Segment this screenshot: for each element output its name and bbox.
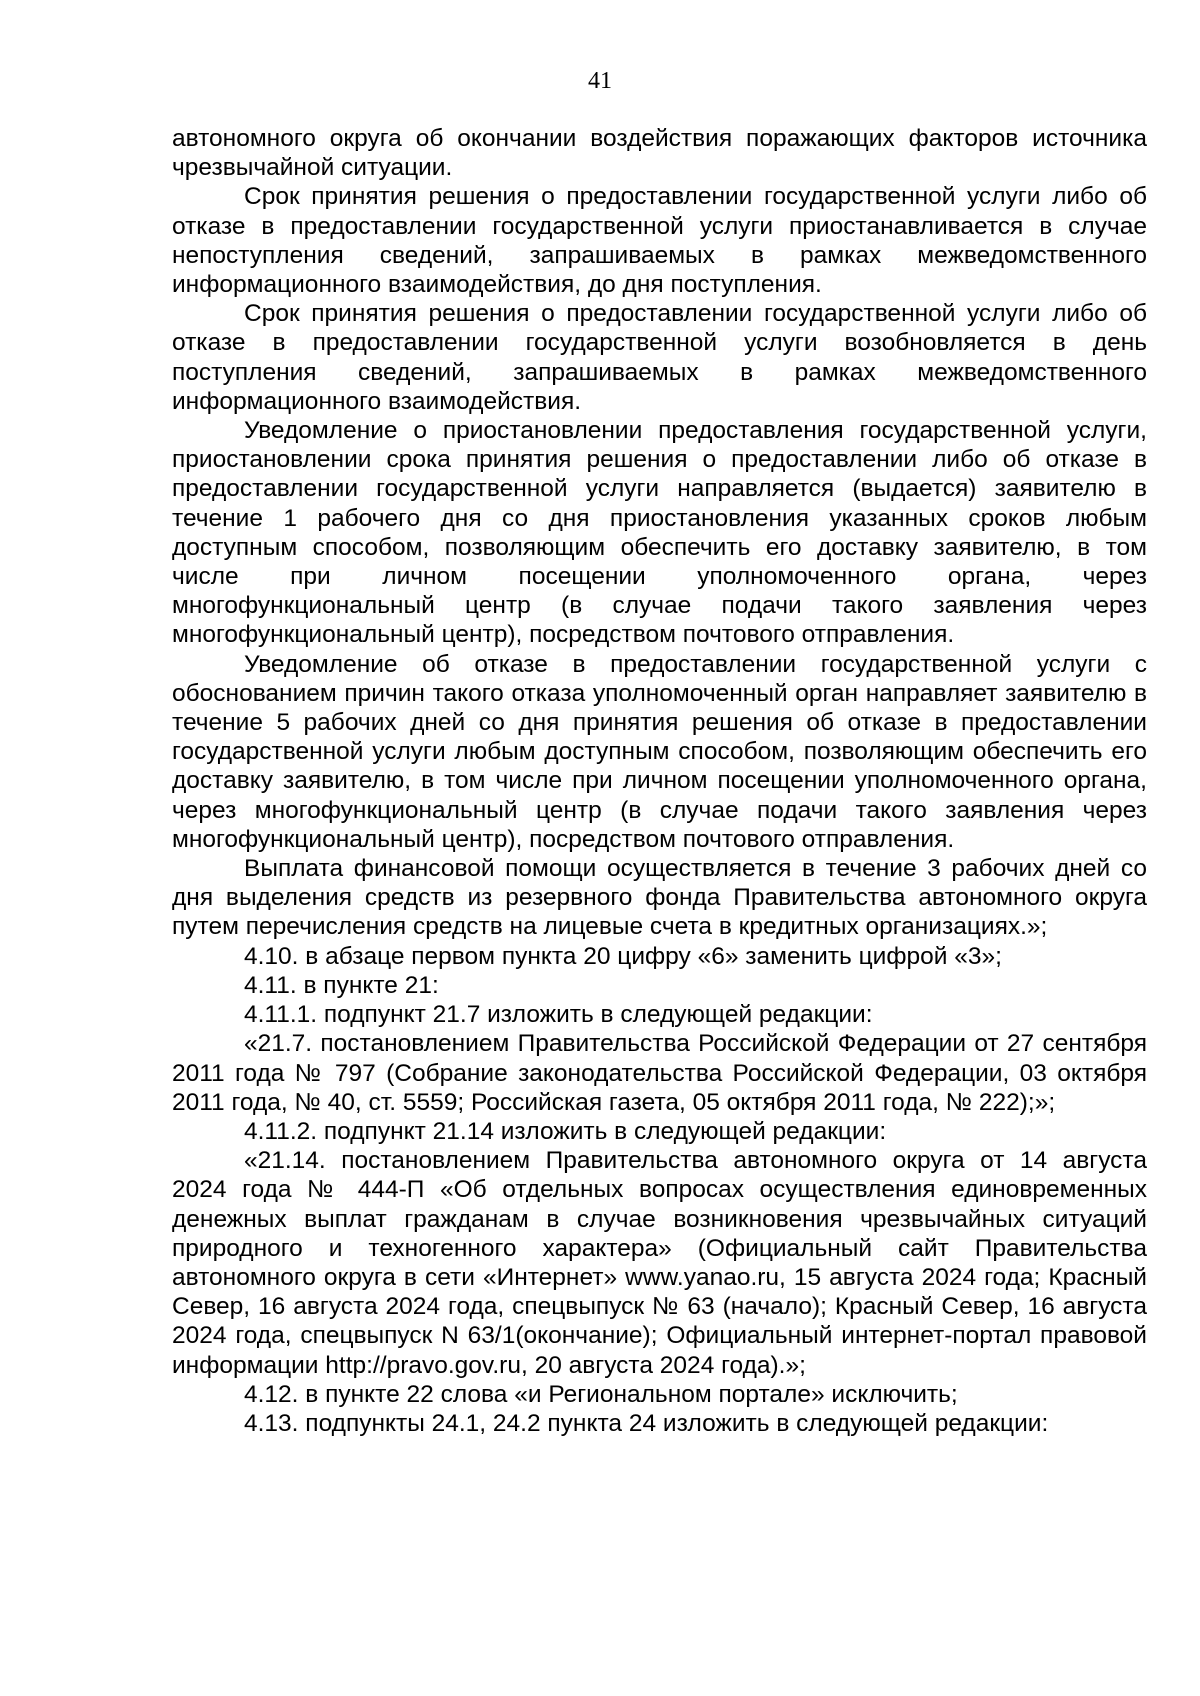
- paragraph-item-4-11-2: 4.11.2. подпункт 21.14 изложить в следующей редакции:: [244, 1117, 887, 1145]
- paragraph-refusal-notice: Уведомление об отказе в предоставлении государственной услуги с обоснованием причин такого отказа уполномоченный орган направляет заявителю в течение 5 рабочих дней со дня принятия решения об отказе в предоставлении государственной услуги любым доступным способом, позволяющим обеспечить его доставку заявителю, в том числе при личном посещении уполномоченного органа, через многофункциональный центр (в случае подачи такого заявления через многофункциональный центр), посредством почтового отправления.: [172, 650, 1147, 853]
- paragraph-suspension-notice: Уведомление о приостановлении предоставления государственной услуги, приостановлении срока принятия решения о предоставлении либо об отказе в предоставлении государственной услуги направляется (выдается) заявителю в течение 1 рабочего дня со дня приостановления указанных сроков любым доступным способом, позволяющим обеспечить его доставку заявителю, в том числе при личном посещении уполномоченного органа, через многофункциональный центр (в случае подачи такого заявления через многофункциональный центр), посредством почтового отправления.: [172, 417, 1147, 649]
- paragraph-continuation: автономного округа об окончании воздействия поражающих факторов источника чрезвычайной ситуации.: [172, 125, 1147, 182]
- paragraph-quote-21-14: «21.14. постановлением Правительства автономного округа от 14 августа 2024 года № 444-П «Об отдельных вопросах осуществления единовременных денежных выплат гражданам в случае возникновения чрезвычайных ситуаций природного и техногенного характера» (Официальный сайт Правительства автономного округа в сети «Интернет» www.yanao.ru, 15 августа 2024 года; Красный Север, 16 августа 2024 года, спецвыпуск № 63 (начало); Красный Север, 16 августа 2024 года, спецвыпуск N 63/1(окончание); Официальный интернет-портал правовой информации http://pravo.gov.ru, 20 августа 2024 года).»;: [172, 1147, 1147, 1379]
- paragraph-item-4-12: 4.12. в пункте 22 слова «и Региональном портале» исключить;: [244, 1380, 958, 1408]
- paragraph-item-4-10: 4.10. в абзаце первом пункта 20 цифру «6» заменить цифрой «3»;: [244, 942, 1002, 970]
- paragraph-item-4-11-1: 4.11.1. подпункт 21.7 изложить в следующей редакции:: [244, 1001, 873, 1029]
- paragraph-resumption-term: Срок принятия решения о предоставлении государственной услуги либо об отказе в предоставлении государственной услуги возобновляется в день поступления сведений, запрашиваемых в рамках межведомственного информационного взаимодействия.: [172, 300, 1147, 415]
- paragraph-payment: Выплата финансовой помощи осуществляется в течение 3 рабочих дней со дня выделения средств из резервного фонда Правительства автономного округа путем перечисления средств на лицевые счета в кредитных организациях.»;: [172, 855, 1147, 941]
- paragraph-quote-21-7: «21.7. постановлением Правительства Российской Федерации от 27 сентября 2011 года № 797 (Собрание законодательства Российской Федерации, 03 октября 2011 года, № 40, ст. 5559; Российская газета, 05 октября 2011 года, № 222);»;: [172, 1030, 1147, 1116]
- page-number: 41: [588, 68, 612, 94]
- paragraph-suspension-term: Срок принятия решения о предоставлении государственной услуги либо об отказе в предоставлении государственной услуги приостанавливается в случае непоступления сведений, запрашиваемых в рамках межведомственного информационного взаимодействия, до дня поступления.: [172, 183, 1147, 299]
- paragraph-item-4-13: 4.13. подпункты 24.1, 24.2 пункта 24 изложить в следующей редакции:: [244, 1409, 1049, 1437]
- document-body: [172, 124, 1147, 1438]
- paragraph-item-4-11: 4.11. в пункте 21:: [244, 971, 439, 999]
